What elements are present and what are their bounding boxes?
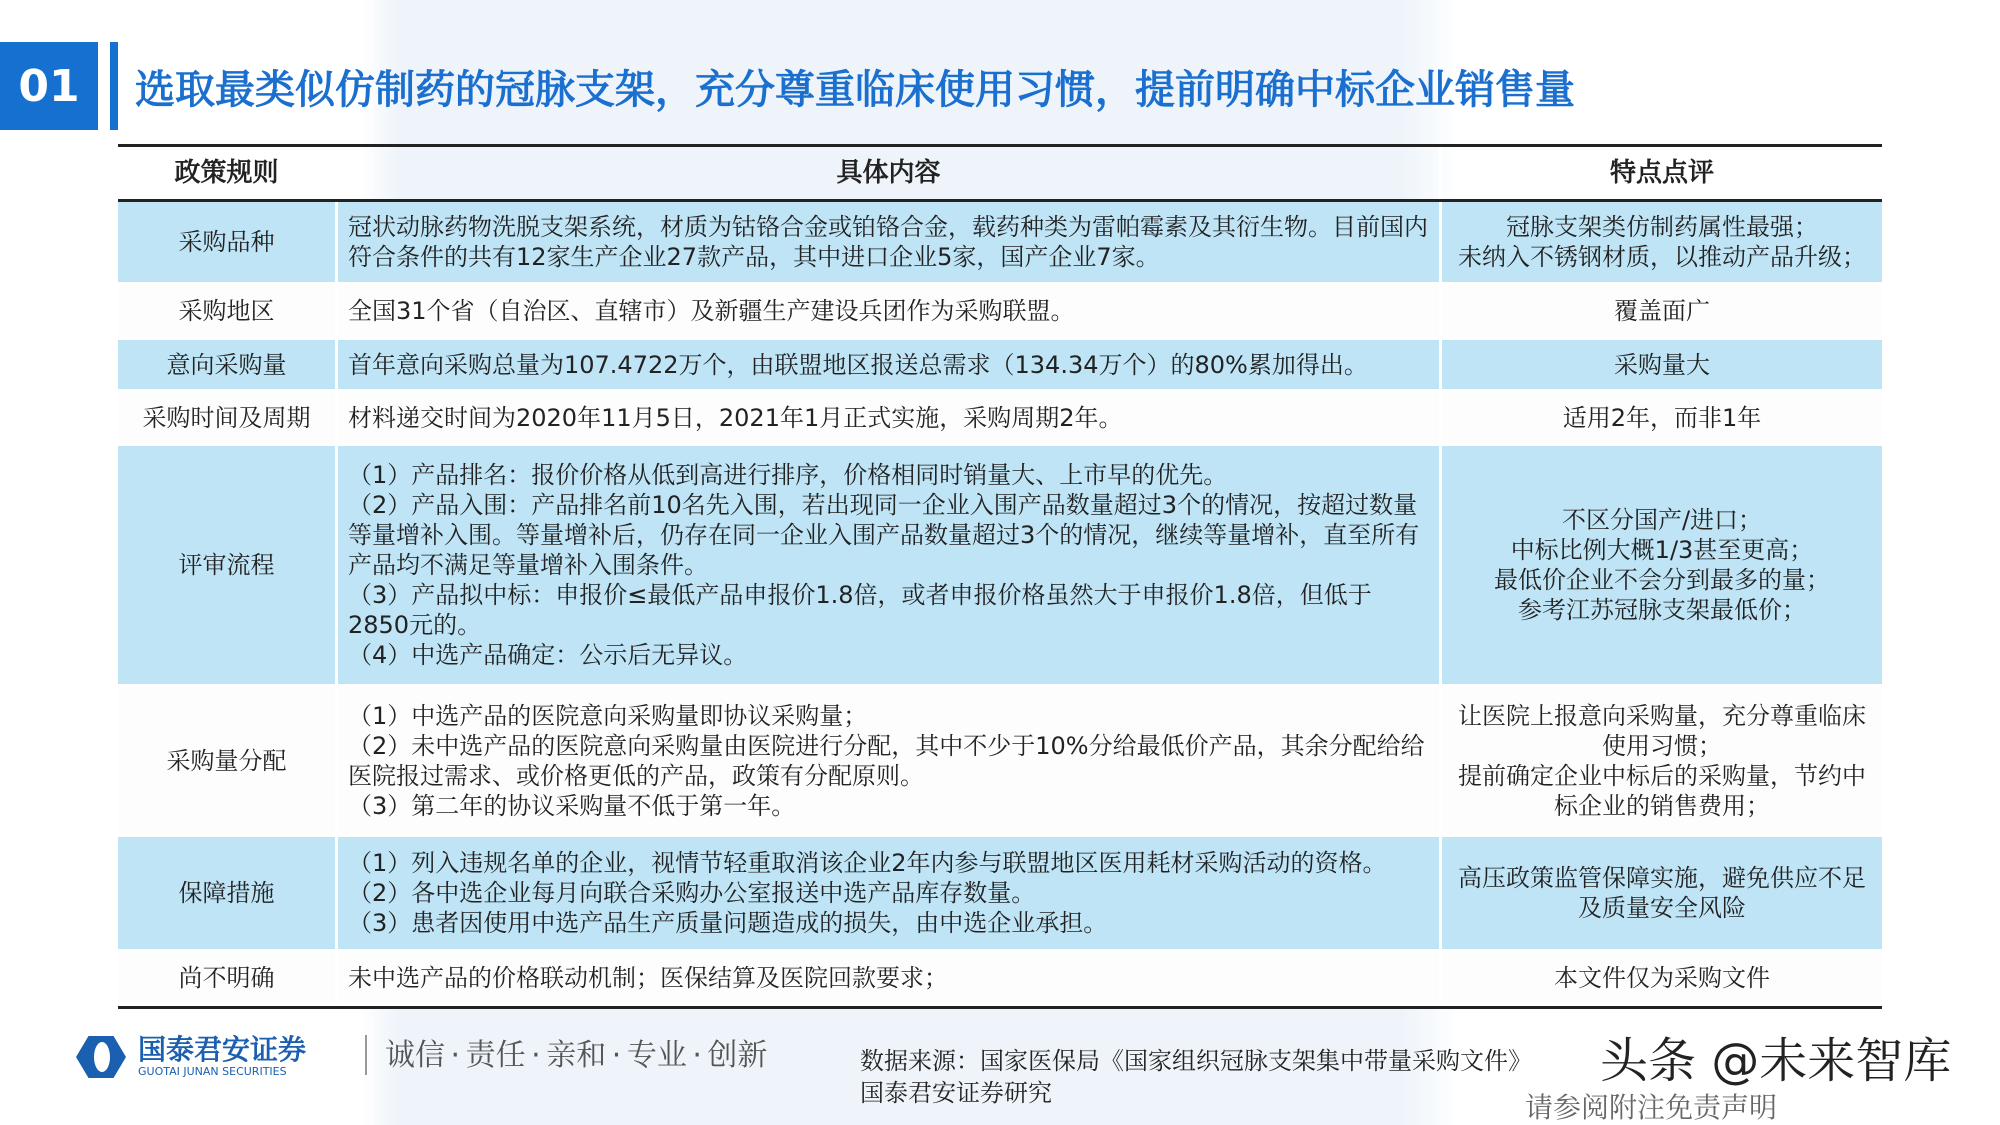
content-line: （2）产品入围：产品排名前10名先入围，若出现同一企业入围产品数量超过3个的情况，按超过数量等量增补入围。等量增补后，仍存在同一企业入围产品数量超过3个的情况，继续等量增补，直至所有产品均不满足等量增补入围条件。 [348, 491, 1420, 579]
content-cell [338, 952, 1442, 1003]
content-lines [348, 403, 1123, 433]
comment-cell [1442, 837, 1882, 949]
column-header-comment: 特点点评 [1609, 158, 1714, 188]
rule-label: 尚不明确 [178, 963, 275, 992]
table-row [118, 952, 1882, 1006]
comment-line: 适用2年，而非1年 [1562, 403, 1762, 432]
rule-cell [118, 340, 338, 389]
content-line: （3）患者因使用中选产品生产质量问题造成的损失，由中选企业承担。 [348, 909, 1108, 937]
logo-icon [70, 1036, 132, 1078]
table-row [118, 687, 1882, 837]
rule-cell [118, 446, 338, 684]
policy-table [118, 144, 1882, 1009]
source-line-2: 国泰君安证券研究 [860, 1079, 1052, 1107]
content-line: （1）中选产品的医院意向采购量即协议采购量； [348, 701, 868, 730]
comment-lines [1614, 296, 1710, 326]
comment-line: 本文件仅为采购文件 [1554, 963, 1770, 992]
watermark: 头条 @未来智库 [1600, 1033, 1952, 1089]
source-line-1: 数据来源：国家医保局《国家组织冠脉支架集中带量采购文件》 [860, 1047, 1532, 1075]
content-lines [348, 963, 948, 993]
table-row [118, 285, 1882, 340]
content-lines [348, 350, 1368, 380]
logo-name-en: GUOTAI JUNAN SECURITIES [138, 1065, 287, 1078]
content-cell [338, 837, 1442, 949]
comment-line: 采购量大 [1614, 350, 1710, 379]
comment-lines [1452, 701, 1872, 821]
company-logo [70, 1035, 306, 1079]
content-lines [348, 212, 1429, 272]
comment-lines [1494, 505, 1830, 625]
comment-line: 最低价企业不会分到最多的量； [1494, 566, 1830, 594]
content-line: （1）产品排名：报价价格从低到高进行排序，价格相同时销量大、上市早的优先。 [348, 461, 1228, 489]
comment-lines [1452, 863, 1872, 923]
comment-line: 提前确定企业中标后的采购量，节约中标企业的销售费用； [1458, 761, 1866, 820]
column-header-content: 具体内容 [338, 147, 1442, 199]
rule-label: 保障措施 [178, 879, 275, 907]
comment-line: 参考江苏冠脉支架最低价； [1518, 596, 1806, 624]
rule-label: 意向采购量 [166, 350, 287, 379]
comment-line: 冠脉支架类仿制药属性最强； [1506, 213, 1818, 241]
content-cell [338, 285, 1442, 337]
content-line: 全国31个省（自治区、直辖市）及新疆生产建设兵团作为采购联盟。 [348, 297, 1075, 325]
comment-line: 不区分国产/进口； [1561, 506, 1763, 534]
content-cell [338, 446, 1442, 684]
comment-lines [1458, 212, 1866, 272]
table-row [118, 837, 1882, 952]
rule-label: 采购时间及周期 [142, 403, 311, 432]
comment-lines [1563, 403, 1762, 433]
content-line: 首年意向采购总量为107.4722万个，由联盟地区报送总需求（134.34万个）的80%累加得出。 [348, 350, 1368, 379]
comment-lines [1554, 963, 1770, 993]
rule-cell [118, 202, 338, 282]
comment-cell [1442, 392, 1882, 443]
column-header-rule: 政策规则 [118, 147, 338, 199]
rule-cell [118, 392, 338, 443]
content-lines [348, 296, 1075, 326]
table-row [118, 446, 1882, 687]
comment-cell [1442, 446, 1882, 684]
content-line: （1）列入违规名单的企业，视情节轻重取消该企业2年内参与联盟地区医用耗材采购活动的资格。 [348, 849, 1387, 877]
content-cell [338, 687, 1442, 834]
rule-label: 评审流程 [178, 551, 275, 579]
comment-cell [1442, 285, 1882, 337]
comment-line: 让医院上报意向采购量，充分尊重临床使用习惯； [1458, 701, 1866, 760]
comment-cell [1442, 202, 1882, 282]
content-lines [348, 701, 1429, 821]
rule-label: 采购品种 [178, 228, 275, 256]
content-line: （4）中选产品确定：公示后无异议。 [348, 641, 748, 669]
content-cell [338, 392, 1442, 443]
content-line: （3）产品拟中标：申报价≤最低产品申报价1.8倍，或者申报价格虽然大于申报价1.8倍，但低于2850元的。 [348, 581, 1372, 639]
content-line: 未中选产品的价格联动机制；医保结算及医院回款要求； [348, 963, 948, 992]
table-row [118, 340, 1882, 392]
content-line: 冠状动脉药物洗脱支架系统，材质为钴铬合金或铂铬合金，载药种类为雷帕霉素及其衍生物。目前国内符合条件的共有12家生产企业27款产品，其中进口企业5家，国产企业7家。 [348, 213, 1428, 271]
disclaimer-text: 请参阅附注免责声明 [1525, 1091, 1778, 1124]
content-line: （3）第二年的协议采购量不低于第一年。 [348, 791, 796, 820]
content-cell [338, 202, 1442, 282]
table-row [118, 392, 1882, 446]
rule-cell [118, 687, 338, 834]
comment-cell [1442, 952, 1882, 1003]
rule-cell [118, 952, 338, 1003]
content-line: （2）各中选企业每月向联合采购办公室报送中选产品库存数量。 [348, 879, 1036, 907]
table-header-row [118, 147, 1882, 202]
company-slogan: 诚信 · 责任 · 亲和 · 专业 · 创新 [385, 1038, 768, 1073]
content-cell [338, 340, 1442, 389]
content-lines [348, 460, 1429, 670]
table-row [118, 202, 1882, 285]
rule-cell [118, 285, 338, 337]
comment-cell [1442, 687, 1882, 834]
page-title: 选取最类似仿制药的冠脉支架，充分尊重临床使用习惯，提前明确中标企业销售量 [135, 67, 1575, 113]
footer-divider [365, 1035, 367, 1075]
rule-cell [118, 837, 338, 949]
comment-line: 覆盖面广 [1614, 297, 1710, 325]
content-line: （2）未中选产品的医院意向采购量由医院进行分配，其中不少于10%分给最低价产品，其余分配给给医院报过需求、或价格更低的产品，政策有分配原则。 [348, 731, 1425, 790]
logo-name-cn: 国泰君安证券 [138, 1033, 307, 1066]
comment-line: 未纳入不锈钢材质，以推动产品升级； [1458, 243, 1866, 271]
comment-cell [1442, 340, 1882, 389]
rule-label: 采购地区 [178, 297, 275, 325]
comment-line: 中标比例大概1/3甚至更高； [1510, 536, 1814, 564]
content-lines [348, 848, 1387, 938]
comment-lines [1614, 350, 1710, 380]
content-line: 材料递交时间为2020年11月5日，2021年1月正式实施，采购周期2年。 [348, 403, 1123, 432]
section-number: 01 [0, 42, 98, 130]
table-body [118, 202, 1882, 1006]
logo-text [138, 1035, 306, 1079]
data-source [860, 1045, 1532, 1109]
comment-line: 高压政策监管保障实施，避免供应不足及质量安全风险 [1458, 864, 1866, 922]
title-accent-bar [110, 42, 118, 130]
rule-label: 采购量分配 [166, 746, 287, 775]
